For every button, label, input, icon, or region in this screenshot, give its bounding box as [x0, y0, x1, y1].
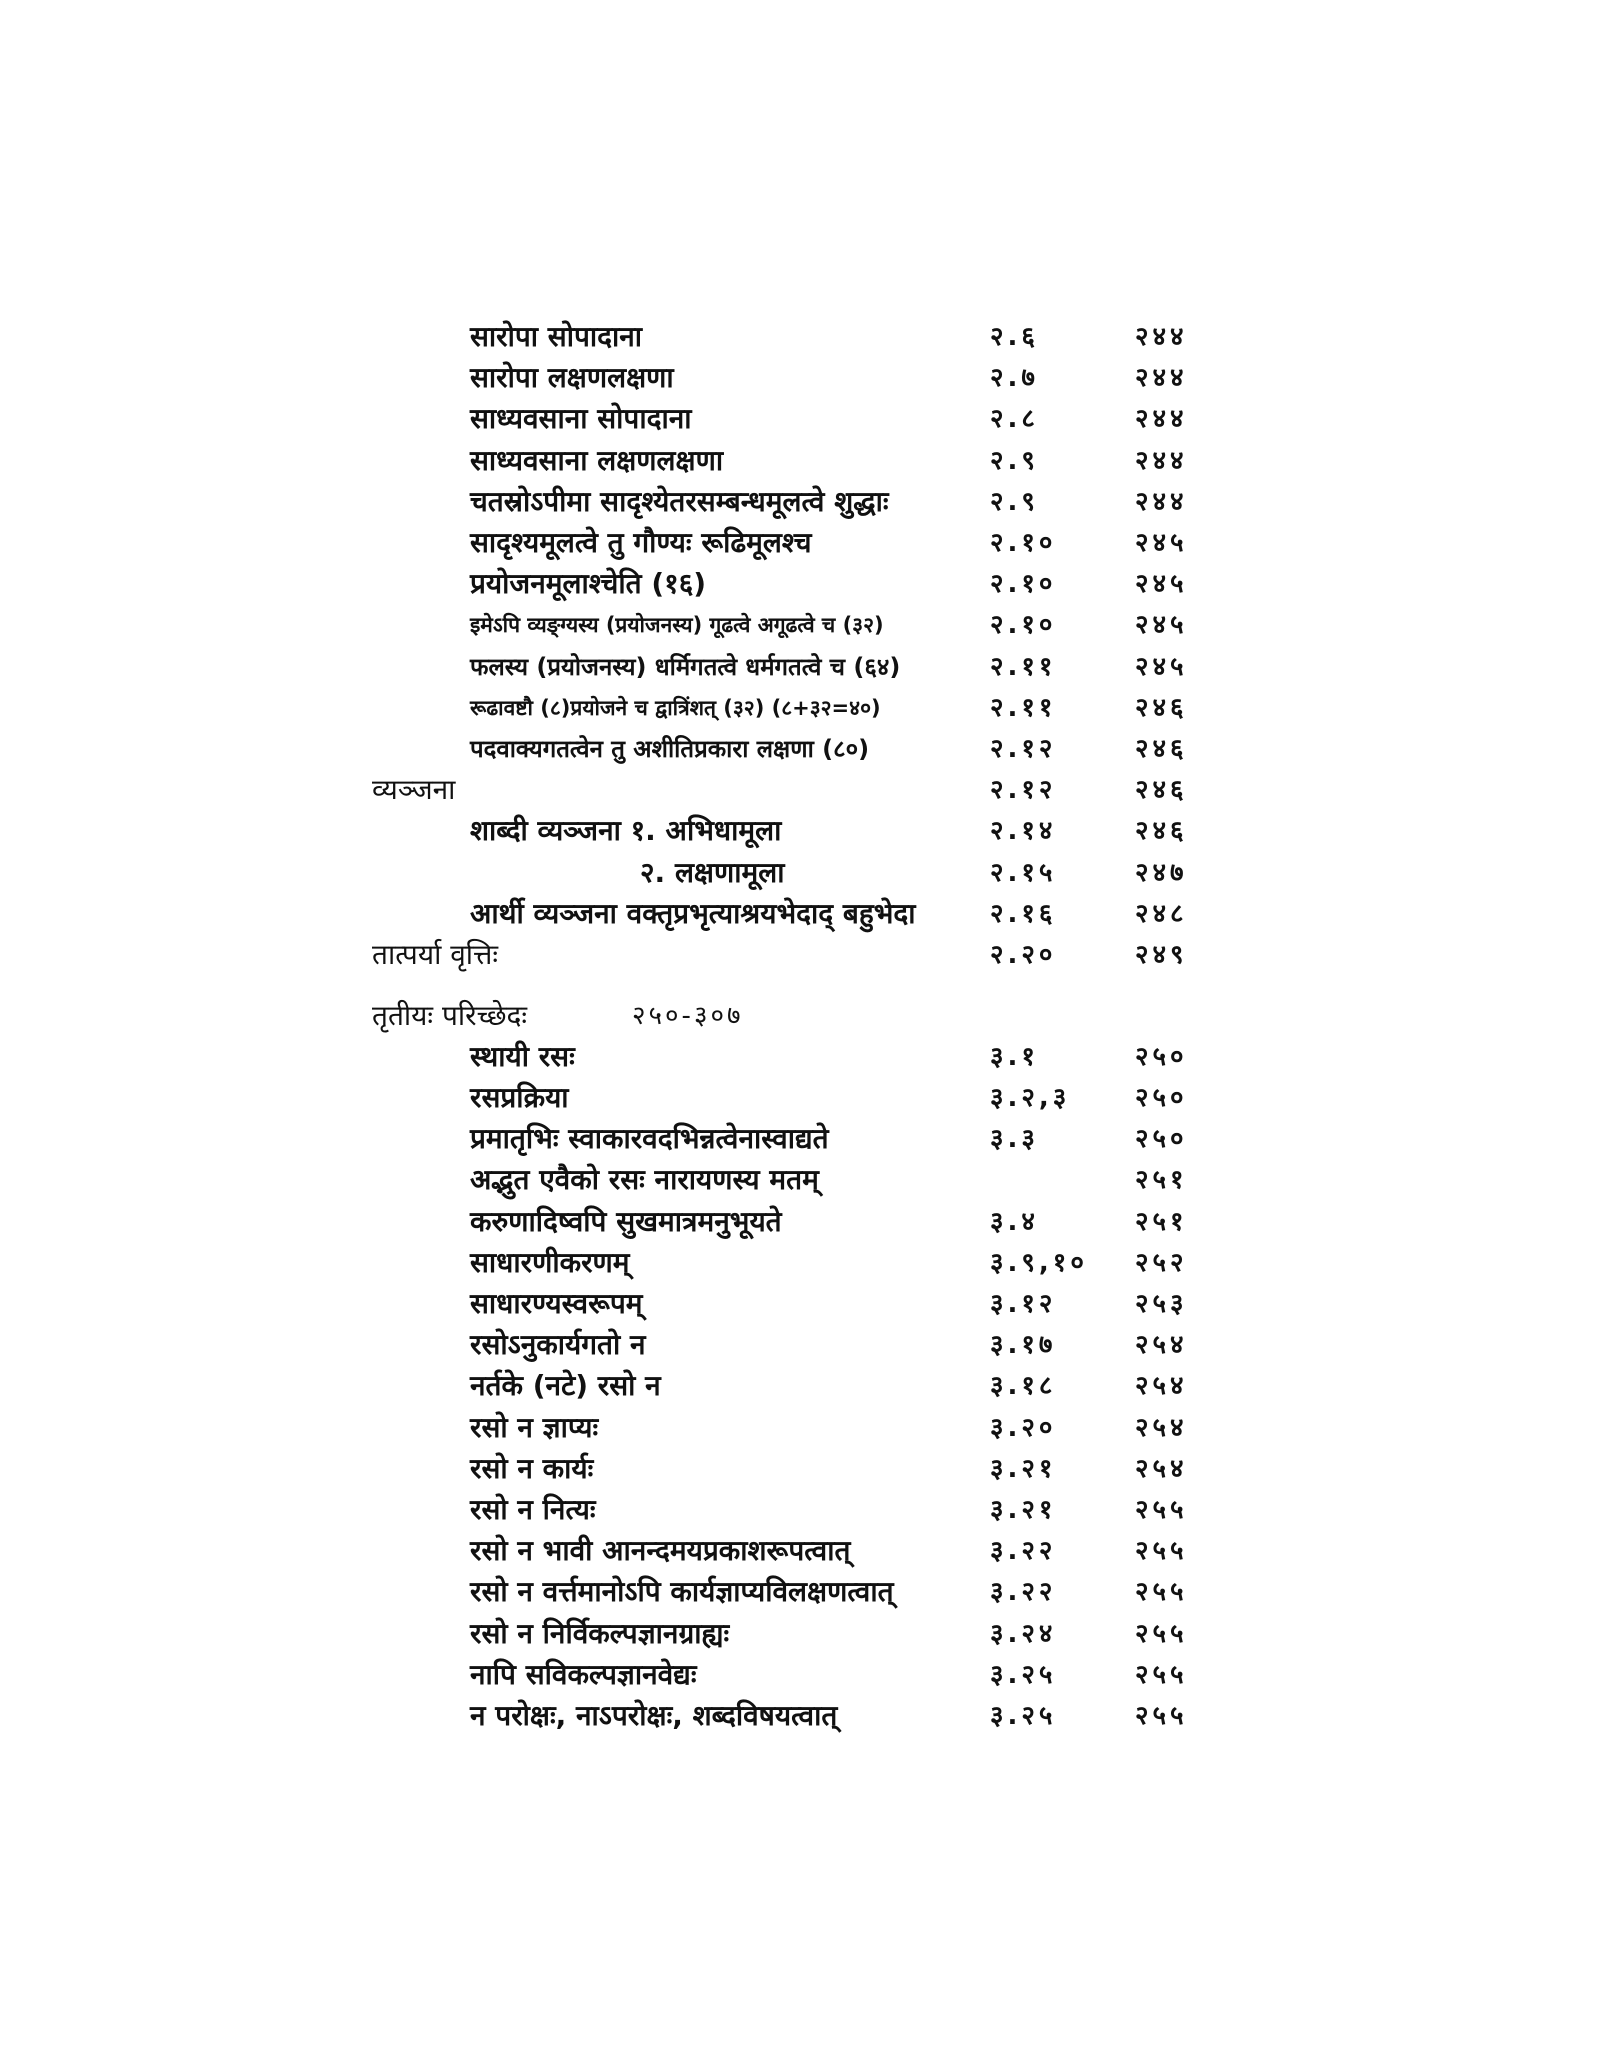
entry-page: २४५: [1135, 569, 1188, 599]
toc-entry: [0, 604, 1600, 646]
entry-page: २४४: [1135, 322, 1188, 352]
entry-label: अद्भुत एवैको रसः नारायणस्य मतम्: [470, 1163, 819, 1196]
entry-label: सादृश्यमूलत्वे तु गौण्यः रूढिमूलश्च: [470, 526, 812, 559]
entry-ref: ३.१८: [990, 1371, 1057, 1401]
toc-heading-vyanjana: [0, 769, 1600, 811]
entry-label: साध्यवसाना लक्षणलक्षणा: [470, 444, 724, 477]
entry-page: २४४: [1135, 404, 1188, 434]
entry-label: रसो न नित्यः: [470, 1493, 596, 1526]
toc-entry: [0, 1283, 1600, 1325]
entry-ref: २.१४: [990, 816, 1057, 846]
entry-ref: २.२०: [990, 940, 1057, 970]
entry-ref: ३.२,३: [990, 1083, 1071, 1113]
entry-ref: ३.१२: [990, 1289, 1057, 1319]
entry-label: रसोऽनुकार्यगतो न: [470, 1328, 646, 1361]
entry-ref: ३.२१: [990, 1454, 1057, 1484]
toc-entry: [0, 1571, 1600, 1613]
entry-ref: ३.२१: [990, 1495, 1057, 1525]
entry-label: रसो न भावी आनन्दमयप्रकाशरूपत्वात्: [470, 1534, 851, 1567]
toc-entry: [0, 398, 1600, 440]
toc-entry: [0, 893, 1600, 935]
entry-ref: २.१०: [990, 528, 1057, 558]
entry-label: नर्तके (नटे) रसो न: [470, 1369, 661, 1402]
entry-page: २५३: [1135, 1289, 1188, 1319]
section-page-range: २५०-३०७: [632, 1001, 744, 1031]
entry-label: साधारण्यस्वरूपम्: [470, 1287, 643, 1320]
entry-ref: ३.२२: [990, 1577, 1057, 1607]
toc-entry: [0, 646, 1600, 688]
heading-label: व्यञ्जना: [372, 773, 456, 806]
entry-label: रसो न कार्यः: [470, 1452, 594, 1485]
entry-ref: ३.२५: [990, 1660, 1057, 1690]
toc-entry: [0, 687, 1600, 729]
entry-label: प्रयोजनमूलाश्चेति (१६): [470, 567, 707, 600]
toc-entry: [0, 1159, 1600, 1201]
entry-ref: २.६: [990, 322, 1039, 352]
toc-entry: [0, 1324, 1600, 1366]
entry-page: २५५: [1135, 1701, 1188, 1731]
section-title: तृतीयः परिच्छेदः: [372, 999, 528, 1032]
entry-page: २४४: [1135, 446, 1188, 476]
entry-page: २४४: [1135, 487, 1188, 517]
entry-page: २४७: [1135, 858, 1188, 888]
toc-entry: [0, 522, 1600, 564]
entry-ref: २.१६: [990, 899, 1057, 929]
entry-label: पदवाक्यगतत्वेन तु अशीतिप्रकारा लक्षणा (८०): [470, 735, 870, 763]
entry-ref: ३.१: [990, 1042, 1039, 1072]
toc-entry: [0, 1077, 1600, 1119]
toc-entry: [0, 728, 1600, 770]
entry-label: रसप्रक्रिया: [470, 1081, 569, 1114]
entry-label: इमेऽपि व्यङ्ग्यस्य (प्रयोजनस्य) गूढत्वे अगूढत्वे च (३२): [470, 613, 884, 637]
entry-page: २४६: [1135, 734, 1188, 764]
toc-entry: [0, 481, 1600, 523]
entry-ref: ३.३: [990, 1124, 1039, 1154]
entry-label: साधारणीकरणम्: [470, 1246, 630, 1279]
entry-ref: २.११: [990, 652, 1057, 682]
entry-page: २५५: [1135, 1536, 1188, 1566]
entry-page: २४६: [1135, 693, 1188, 723]
toc-entry: [0, 1242, 1600, 1284]
entry-ref: ३.१७: [990, 1330, 1057, 1360]
entry-label: रसो न वर्त्तमानोऽपि कार्यज्ञाप्यविलक्षणत्वात्: [470, 1575, 894, 1608]
toc-heading-tatparya: [0, 934, 1600, 976]
entry-page: २५१: [1135, 1165, 1188, 1195]
entry-page: २५१: [1135, 1207, 1188, 1237]
toc-entry: [0, 1201, 1600, 1243]
entry-page: २४८: [1135, 899, 1188, 929]
toc-entry: [0, 440, 1600, 482]
toc-entry: [0, 1036, 1600, 1078]
entry-page: २५५: [1135, 1495, 1188, 1525]
entry-page: २५४: [1135, 1330, 1188, 1360]
section-heading: [0, 995, 1600, 1037]
toc-entry: [0, 1118, 1600, 1160]
entry-ref: ३.९,१०: [990, 1248, 1088, 1278]
toc-entry: [0, 1695, 1600, 1737]
entry-label: शाब्दी व्यञ्जना १. अभिधामूला: [470, 814, 782, 847]
toc-entry: [0, 1613, 1600, 1655]
entry-label: नापि सविकल्पज्ञानवेद्यः: [470, 1658, 697, 1691]
entry-label: रसो न ज्ञाप्यः: [470, 1411, 599, 1444]
entry-page: २५२: [1135, 1248, 1188, 1278]
heading-label: तात्पर्या वृत्तिः: [372, 938, 499, 971]
entry-ref: २.१०: [990, 569, 1057, 599]
entry-label: रसो न निर्विकल्पज्ञानग्राह्यः: [470, 1617, 730, 1650]
entry-ref: ३.४: [990, 1207, 1039, 1237]
toc-entry: [0, 1448, 1600, 1490]
entry-page: २५०: [1135, 1042, 1188, 1072]
toc-entry: [0, 852, 1600, 894]
entry-ref: २.७: [990, 363, 1039, 393]
entry-ref: २.१२: [990, 775, 1057, 805]
entry-label: सारोपा लक्षणलक्षणा: [470, 361, 674, 394]
toc-entry: [0, 1654, 1600, 1696]
entry-page: २४६: [1135, 775, 1188, 805]
entry-page: २५०: [1135, 1083, 1188, 1113]
entry-label: सारोपा सोपादाना: [470, 320, 643, 353]
entry-ref: ३.२५: [990, 1701, 1057, 1731]
entry-page: २५०: [1135, 1124, 1188, 1154]
entry-label: करुणादिष्वपि सुखमात्रमनुभूयते: [470, 1205, 782, 1238]
toc-entry: [0, 563, 1600, 605]
entry-page: २४५: [1135, 528, 1188, 558]
entry-ref: २.१०: [990, 610, 1057, 640]
entry-page: २५५: [1135, 1660, 1188, 1690]
entry-ref: २.९: [990, 487, 1039, 517]
entry-label: आर्थी व्यञ्जना वक्तृप्रभृत्याश्रयभेदाद् बहुभेदा: [470, 897, 916, 930]
entry-page: २५५: [1135, 1619, 1188, 1649]
entry-page: २४४: [1135, 363, 1188, 393]
entry-ref: ३.२२: [990, 1536, 1057, 1566]
entry-page: २५५: [1135, 1577, 1188, 1607]
entry-page: २५४: [1135, 1371, 1188, 1401]
toc-entry: [0, 810, 1600, 852]
entry-page: २४५: [1135, 610, 1188, 640]
entry-label: साध्यवसाना सोपादाना: [470, 402, 692, 435]
entry-ref: २.९: [990, 446, 1039, 476]
toc-entry: [0, 1489, 1600, 1531]
entry-ref: २.१२: [990, 734, 1057, 764]
entry-label: चतस्रोऽपीमा सादृश्येतरसम्बन्धमूलत्वे शुद्धाः: [470, 485, 889, 518]
entry-label: स्थायी रसः: [470, 1040, 575, 1073]
entry-page: २४९: [1135, 940, 1188, 970]
entry-label: प्रमातृभिः स्वाकारवदभिन्नत्वेनास्वाद्यते: [470, 1122, 829, 1155]
toc-entry: [0, 1365, 1600, 1407]
toc-entry: [0, 1407, 1600, 1449]
toc-entry: [0, 316, 1600, 358]
entry-page: २५४: [1135, 1413, 1188, 1443]
entry-label: फलस्य (प्रयोजनस्य) धर्मिगतत्वे धर्मगतत्वे च (६४): [470, 653, 901, 681]
entry-ref: २.१५: [990, 858, 1057, 888]
entry-label: रूढावष्टौ (८)प्रयोजने च द्वात्रिंशत् (३२) (८+३२=४०): [470, 696, 881, 720]
entry-page: २४६: [1135, 816, 1188, 846]
entry-label: न परोक्षः, नाऽपरोक्षः, शब्दविषयत्वात्: [470, 1699, 838, 1732]
entry-ref: २.८: [990, 404, 1039, 434]
entry-page: २४५: [1135, 652, 1188, 682]
entry-page: २५४: [1135, 1454, 1188, 1484]
entry-ref: २.११: [990, 693, 1057, 723]
toc-entry: [0, 1530, 1600, 1572]
entry-ref: ३.२४: [990, 1619, 1057, 1649]
toc-entry: [0, 357, 1600, 399]
entry-ref: ३.२०: [990, 1413, 1057, 1443]
entry-label: २. लक्षणामूला: [640, 856, 785, 889]
